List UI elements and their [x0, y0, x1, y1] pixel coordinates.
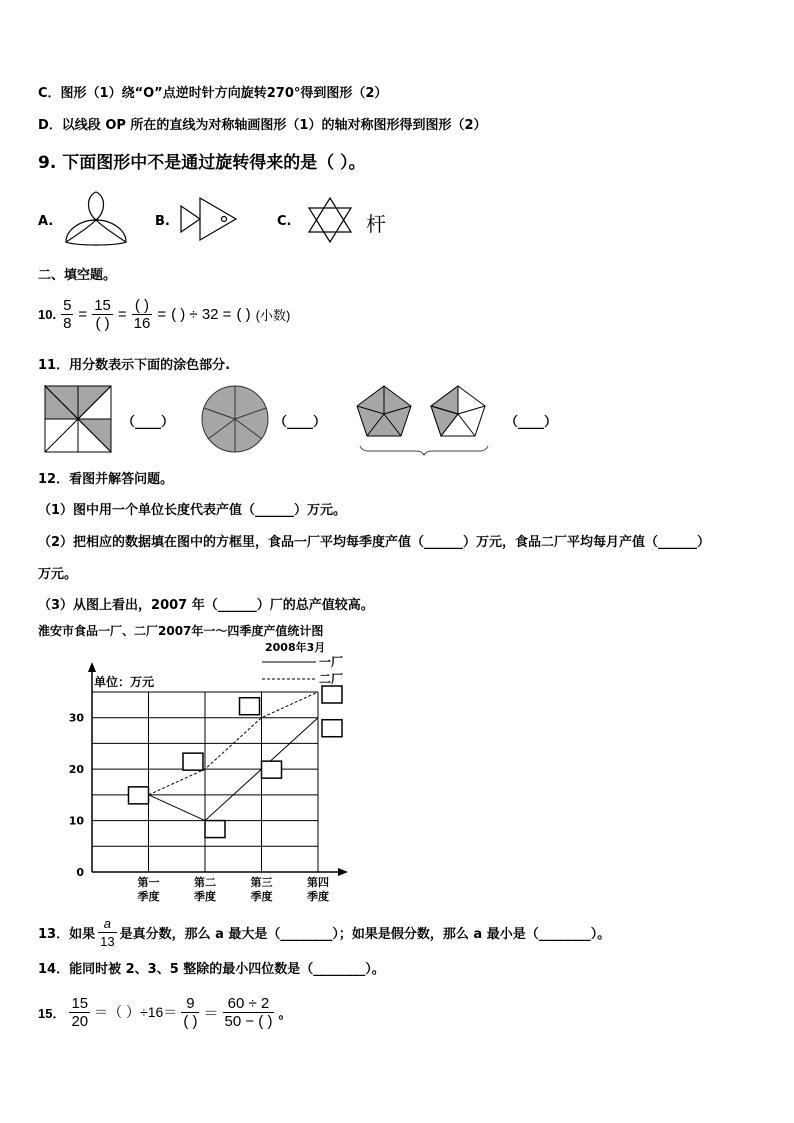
q11-blank-2[interactable]: （____）: [274, 415, 327, 430]
production-line-chart: [30, 620, 400, 910]
q10-eq-3: =: [157, 305, 167, 323]
chart-y-axis-label: 单位：万元: [94, 675, 155, 689]
q9-shape-a-trefoil: [62, 190, 130, 248]
q15-row: [38, 990, 291, 1034]
legend-label-1: 一厂: [319, 655, 344, 669]
q15-frac-1-num: 15: [71, 994, 89, 1012]
q10-frac-1-den: 8: [63, 314, 72, 332]
answer-box[interactable]: [129, 787, 149, 804]
section-title: 二、填空题。: [38, 268, 117, 283]
q15-end: 。: [278, 1005, 292, 1021]
q10-row: [38, 292, 290, 336]
y-tick-label: 0: [76, 866, 84, 879]
chart-ticks: [69, 712, 329, 903]
answer-box[interactable]: [183, 753, 203, 770]
q12-part-3: （3）从图上看出，2007 年（______）厂的总产值较高。: [38, 598, 374, 613]
x-tick-label: 第一: [137, 876, 160, 889]
q13-frac-den: 13: [100, 933, 115, 949]
q9-shape-b-arrows: [178, 194, 240, 244]
q13-frac-num: a: [103, 915, 111, 931]
answer-box[interactable]: [262, 761, 282, 778]
q13-prefix: 13．如果: [38, 926, 96, 942]
x-tick-label: 季度: [307, 890, 329, 903]
q10-frac-3: [132, 297, 153, 332]
q15-frac-2-num: 9: [186, 994, 195, 1012]
answer-box[interactable]: [240, 698, 260, 715]
q9-char-c: 杆: [366, 212, 386, 236]
q10-frac-3-den: 16: [133, 314, 151, 332]
q15-eq: ＝: [203, 1004, 219, 1022]
q10-frac-2: [92, 297, 113, 332]
q10-frac-1-num: 5: [63, 296, 72, 314]
legend-label-2: 二厂: [319, 672, 344, 686]
q12-part-2-cont: 万元。: [38, 567, 78, 582]
q13-row: [38, 914, 610, 950]
q11-stem: 11．用分数表示下面的涂色部分.: [38, 358, 231, 373]
q10-eq-1: =: [78, 305, 88, 323]
y-tick-label: 20: [68, 763, 84, 777]
q11-blank-1[interactable]: （____）: [122, 415, 175, 430]
q9-label-c: C.: [277, 214, 292, 229]
q15-division-blank[interactable]: ＝（ ）÷16＝: [94, 1004, 178, 1020]
chart-subtitle: 2008年3月: [265, 641, 326, 654]
x-tick-label: 季度: [250, 890, 273, 903]
y-axis-arrow: [88, 662, 96, 672]
q15-frac-3: [223, 995, 275, 1030]
q8-option-d: D．以线段 OP 所在的直线为对称轴画图形（1）的轴对称图形得到图形（2）: [38, 118, 487, 133]
answer-box[interactable]: [322, 720, 342, 737]
q10-division-blank[interactable]: ( ) ÷ 32 =: [171, 305, 232, 323]
q10-decimal-blank[interactable]: ( ): [236, 305, 251, 323]
q9-stem: 9. 下面图形中不是通过旋转得来的是（ ）。: [38, 153, 366, 173]
y-tick-label: 30: [68, 711, 84, 725]
q15-frac-3-num: 60 ÷ 2: [227, 994, 270, 1012]
q15-frac-1-den: 20: [71, 1012, 89, 1030]
q10-frac-1: [61, 297, 73, 332]
q12-part-1: （1）图中用一个单位长度代表产值（______）万元。: [38, 503, 347, 518]
q10-number: 10.: [38, 306, 57, 322]
q15-number: 15．: [38, 1005, 66, 1021]
y-tick-label: 10: [68, 814, 84, 828]
q11-blank-3[interactable]: （____）: [505, 415, 558, 430]
answer-box[interactable]: [205, 821, 225, 838]
q14-text[interactable]: 14．能同时被 2、3、5 整除的最小四位数是（________）。: [38, 962, 385, 977]
x-axis-arrow: [338, 868, 348, 876]
q12-part-2: （2）把相应的数据填在图中的方框里，食品一厂平均每季度产值（______）万元，食品二厂平均每月产值（______）: [38, 535, 711, 550]
q15-frac-1: [69, 995, 90, 1030]
q9-label-a: A.: [38, 214, 54, 229]
x-tick-label: 第三: [250, 876, 273, 889]
q15-frac-3-den-blank[interactable]: 50 − ( ): [224, 1012, 273, 1030]
q11-circle-figure: [200, 384, 270, 454]
x-tick-label: 季度: [137, 890, 160, 903]
q9-shape-c-star: [306, 196, 354, 244]
x-tick-label: 第二: [194, 876, 216, 889]
chart-grid: [92, 692, 318, 872]
q11-square-figure: [44, 385, 112, 453]
q9-label-b: B.: [155, 214, 170, 229]
q10-suffix: (小数): [255, 307, 291, 323]
chart-series: [149, 692, 319, 821]
q13-text[interactable]: 是真分数，那么 a 最大是（________）；如果是假分数，那么 a 最小是（________）。: [119, 926, 611, 942]
answer-box[interactable]: [322, 686, 342, 703]
x-tick-label: 第四: [307, 876, 329, 889]
q10-frac-2-num: 15: [94, 296, 111, 314]
chart-legend: [262, 655, 343, 686]
x-tick-label: 季度: [194, 890, 216, 903]
q15-frac-2-den-blank[interactable]: ( ): [183, 1012, 198, 1030]
q10-frac-2-den-blank[interactable]: ( ): [92, 314, 113, 332]
q11-pentagon-figures: [354, 384, 494, 456]
q8-option-c: C．图形（1）绕“O”点逆时针方向旋转270°得到图形（2）: [38, 86, 388, 101]
chart-answer-boxes: [129, 686, 343, 838]
q13-fraction: [98, 915, 116, 950]
q10-eq-2: =: [117, 305, 127, 323]
q10-frac-3-num-blank[interactable]: ( ): [134, 296, 150, 314]
q12-stem: 12．看图并解答问题。: [38, 472, 174, 487]
chart-title: 淮安市食品一厂、二厂2007年一～四季度产值统计图: [38, 624, 324, 638]
q15-frac-2: [181, 995, 199, 1030]
